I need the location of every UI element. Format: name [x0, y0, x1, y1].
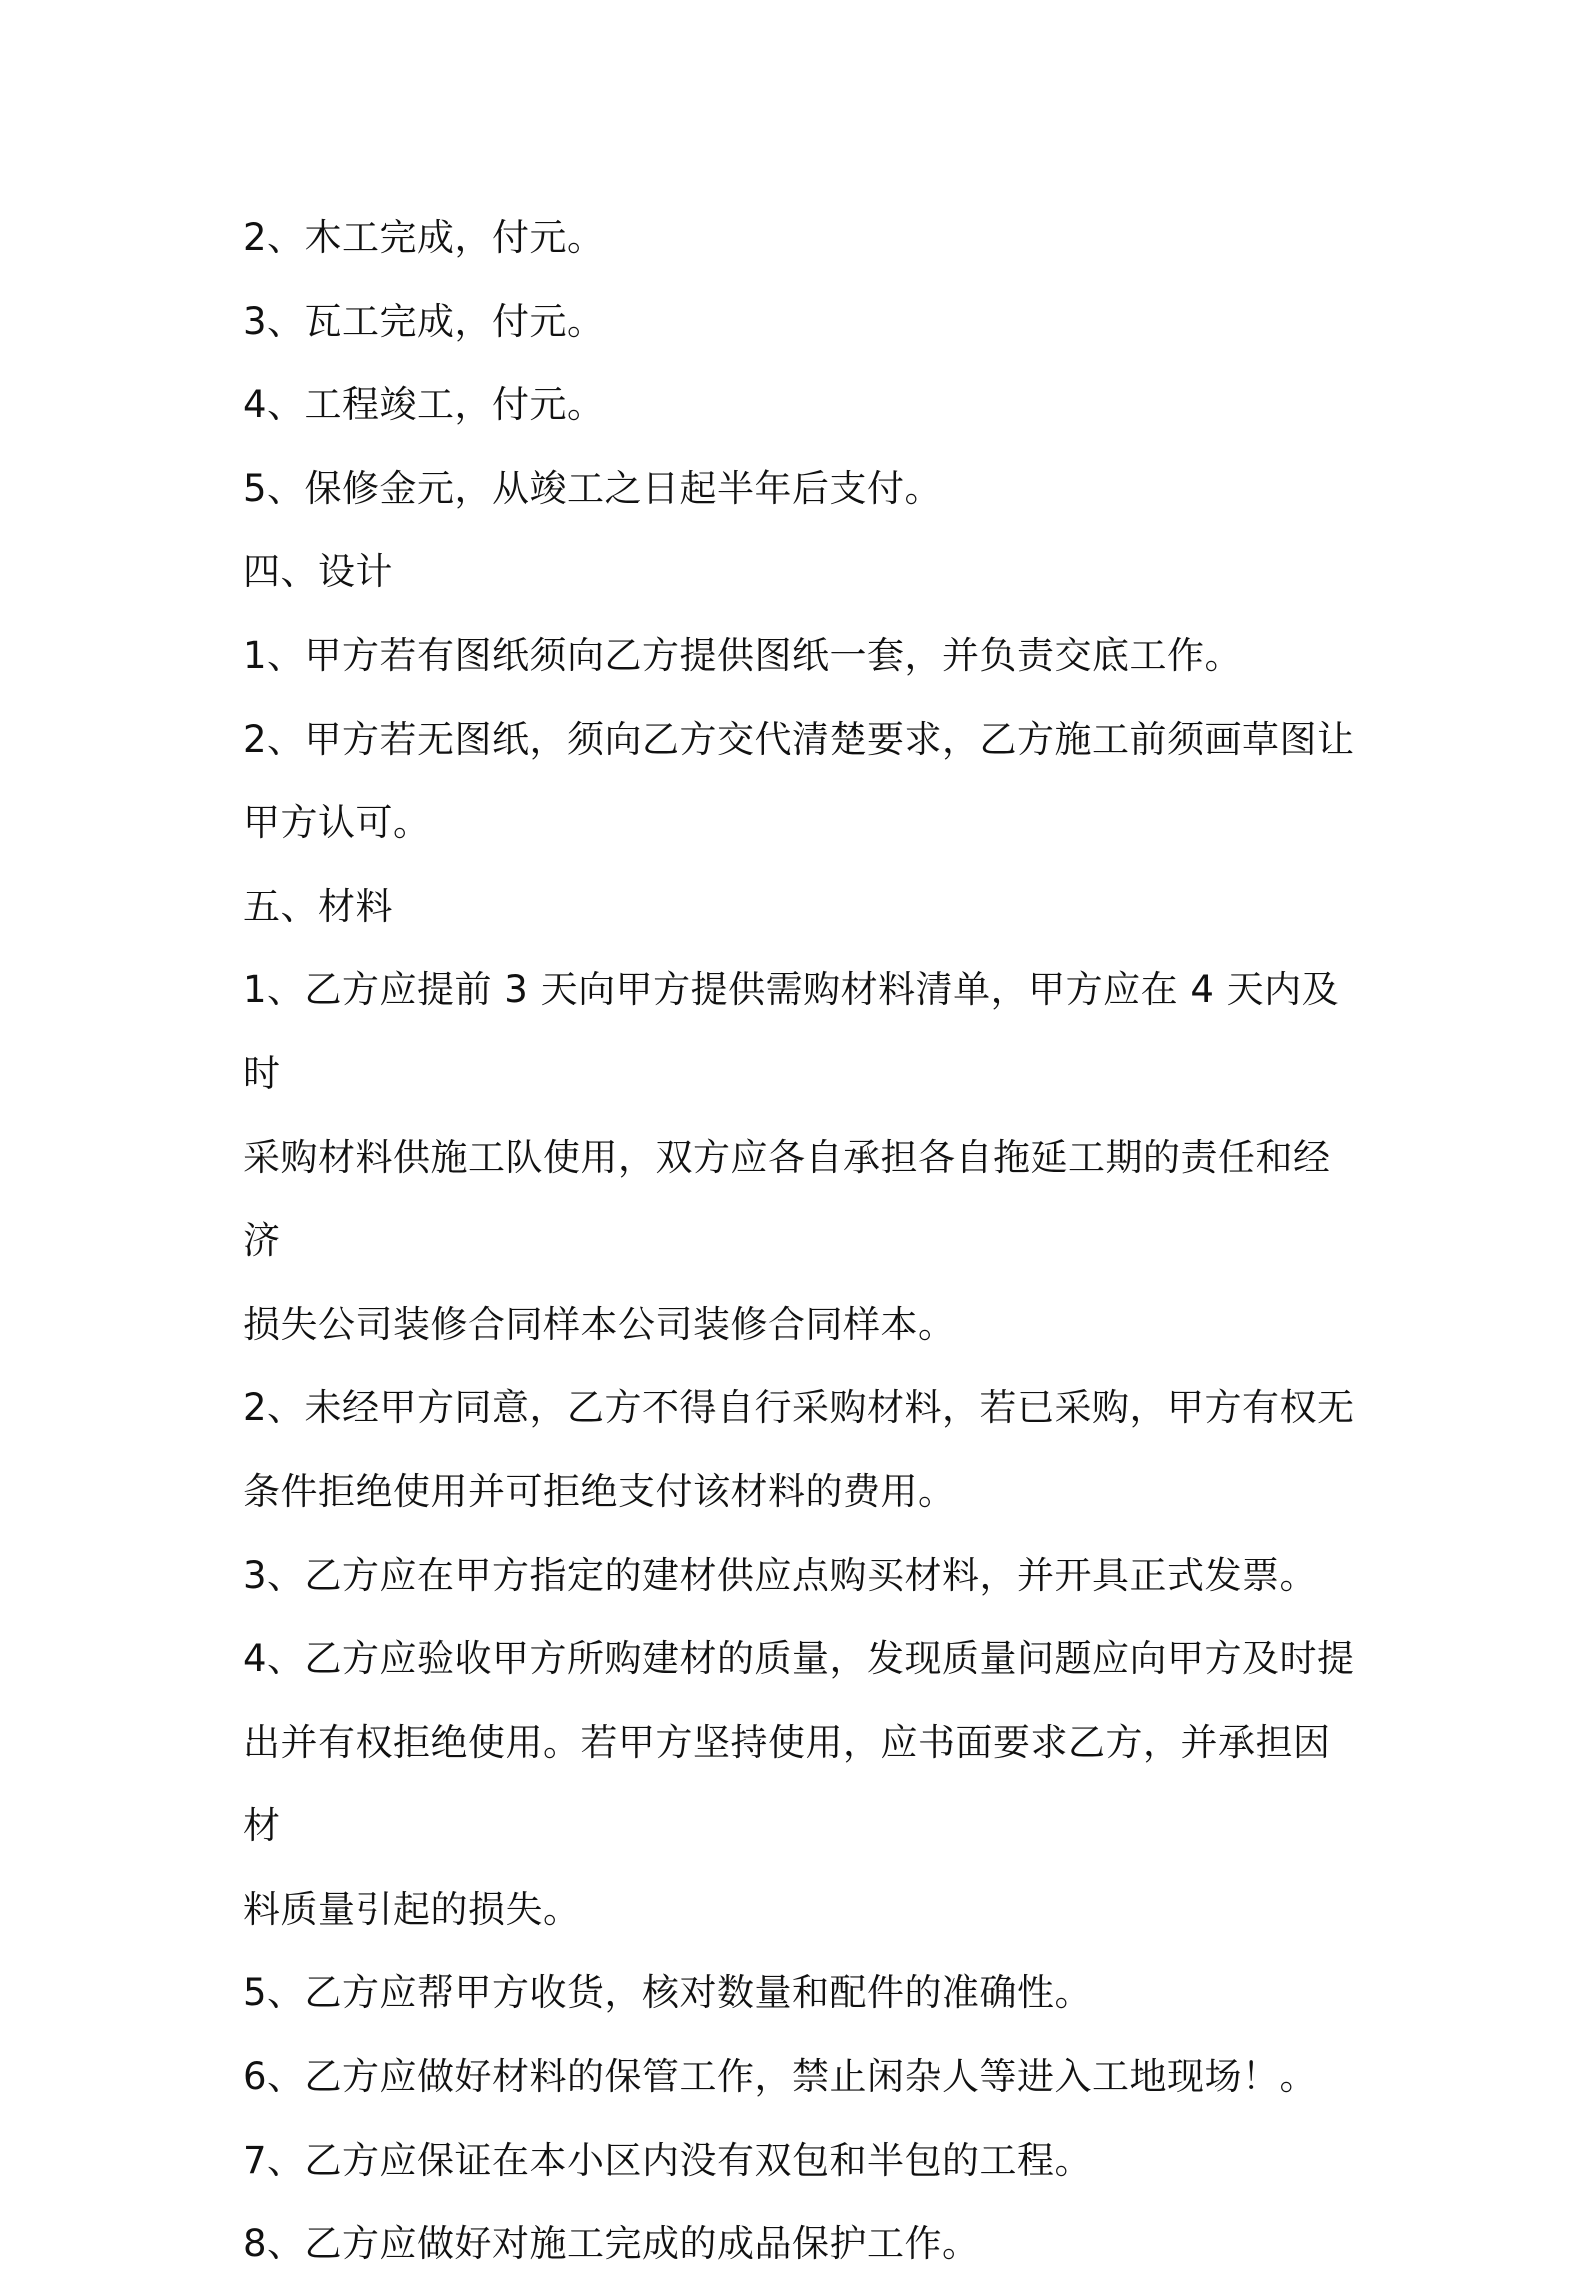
- design-clause-1: 1、甲方若有图纸须向乙方提供图纸一套，并负责交底工作。: [243, 633, 1243, 677]
- materials-clause-5: 5、乙方应帮甲方收货，核对数量和配件的准确性。: [243, 1971, 1093, 2015]
- section-heading-design: 四、设计: [243, 550, 393, 594]
- materials-clause-4-line-3: 料质量引起的损失。: [243, 1887, 581, 1931]
- clause-2-carpentry-payment: 2、木工完成，付元。: [243, 216, 605, 259]
- section-heading-materials: 五、材料: [243, 884, 393, 928]
- materials-clause-6: 6、乙方应做好材料的保管工作，禁止闲杂人等进入工地现场！。: [243, 2055, 1318, 2099]
- materials-clause-2-line-1: 2、未经甲方同意，乙方不得自行采购材料，若已采购，甲方有权无: [243, 1386, 1355, 1430]
- design-clause-2-line-2: 甲方认可。: [243, 801, 431, 845]
- design-clause-2-line-1: 2、甲方若无图纸，须向乙方交代清楚要求，乙方施工前须画草图让: [243, 717, 1355, 761]
- materials-clause-1-line-2: 采购材料供施工队使用，双方应各自承担各自拖延工期的责任和经济: [243, 1135, 1331, 1263]
- clause-4-completion-payment: 4、工程竣工，付元。: [243, 383, 605, 427]
- materials-clause-1-line-1: 1、乙方应提前 3 天向甲方提供需购材料清单，甲方应在 4 天内及时: [243, 968, 1340, 1095]
- materials-clause-4-line-2: 出并有权拒绝使用。若甲方坚持使用，应书面要求乙方，并承担因材: [243, 1720, 1331, 1848]
- materials-clause-3: 3、乙方应在甲方指定的建材供应点购买材料，并开具正式发票。: [243, 1553, 1318, 1597]
- document-body: [243, 196, 1358, 2286]
- materials-clause-7: 7、乙方应保证在本小区内没有双包和半包的工程。: [243, 2138, 1093, 2182]
- materials-clause-8: 8、乙方应做好对施工完成的成品保护工作。: [243, 2222, 980, 2266]
- materials-clause-4-line-1: 4、乙方应验收甲方所购建材的质量，发现质量问题应向甲方及时提: [243, 1637, 1355, 1681]
- materials-clause-2-line-2: 条件拒绝使用并可拒绝支付该材料的费用。: [243, 1469, 956, 1513]
- clause-3-tiling-payment: 3、瓦工完成，付元。: [243, 299, 605, 343]
- clause-5-warranty-deposit: 5、保修金元，从竣工之日起半年后支付。: [243, 466, 943, 510]
- materials-clause-1-line-3: 损失公司装修合同样本公司装修合同样本。: [243, 1302, 956, 1346]
